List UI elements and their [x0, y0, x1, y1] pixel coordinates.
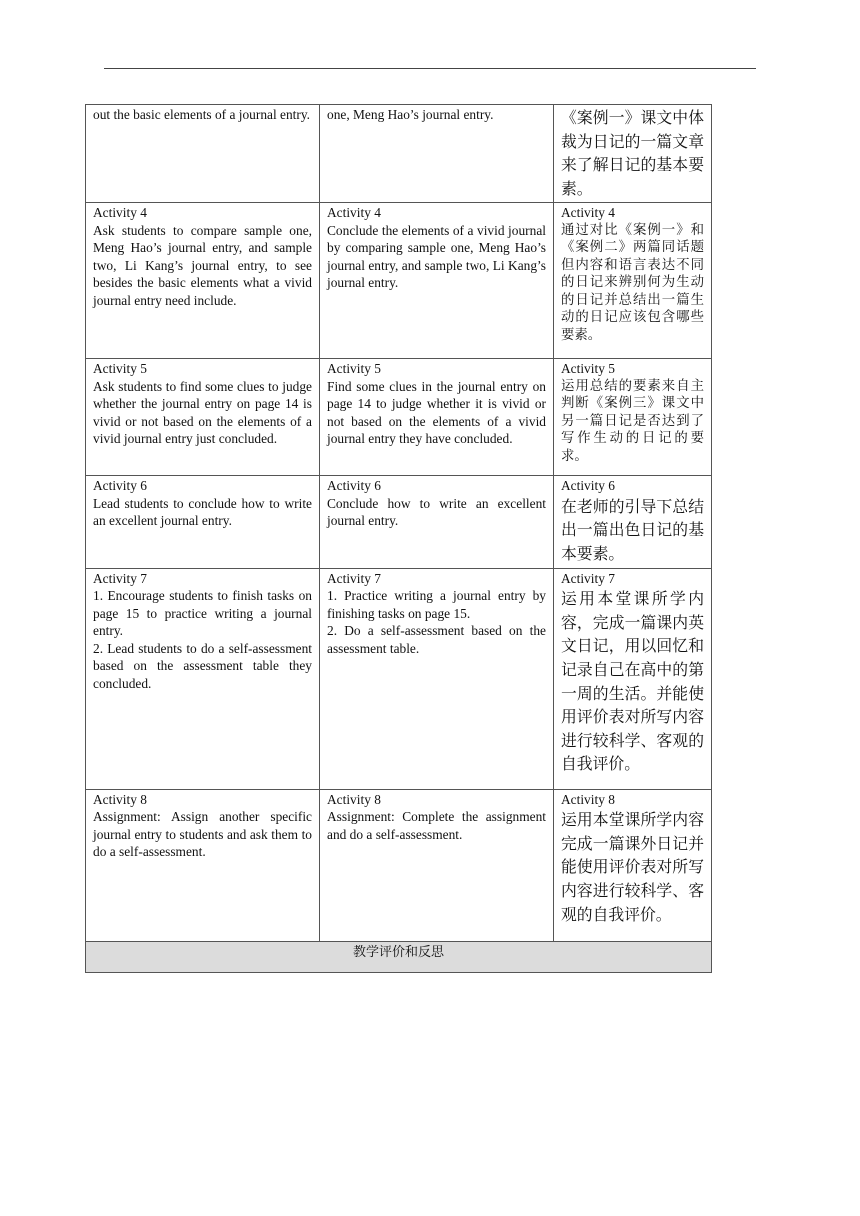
activity-heading: Activity 8	[327, 791, 381, 807]
activity-heading: Activity 4	[327, 205, 381, 221]
student-activity-text: Find some clues in the journal entry on page 14 to judge whether it is vivid or not based on the elements of a vivid journal entry they have concluded.	[327, 378, 546, 447]
design-purpose-cell	[554, 359, 712, 476]
activity-heading: Activity 6	[93, 478, 147, 494]
student-activity-cell	[320, 476, 554, 568]
design-purpose-text: 《案例一》课文中体裁为日记的一篇文章来了解日记的基本要素。	[561, 108, 704, 198]
teacher-activity-text: Lead students to conclude how to write an excellent journal entry.	[93, 495, 312, 529]
design-purpose-cell	[554, 105, 712, 203]
student-activity-text: one, Meng Hao’s journal entry.	[327, 107, 494, 122]
teacher-activity-text: out the basic elements of a journal entry.	[93, 107, 311, 122]
teacher-step-2: 2. Lead students to do a self-assessment based on the assessment table they concluded.	[93, 640, 312, 691]
student-activity-text: Conclude the elements of a vivid journal by comparing sample one, Meng Hao’s journal entry, and sample two, Li Kang’s journal entry.	[327, 222, 546, 291]
student-activity-text: Assignment: Complete the assignment and do a self-assessment.	[327, 809, 546, 842]
activity-heading: Activity 7	[93, 570, 147, 586]
table-row	[86, 203, 712, 359]
design-purpose-text: 通过对比《案例一》和《案例二》两篇同话题但内容和语言表达不同的日记来辨别何为生动的日记并总结出一篇生动的日记应该包含哪些要素。	[561, 222, 704, 343]
activity-heading: Activity 7	[327, 570, 381, 586]
teacher-activity-text: Ask students to find some clues to judge whether the journal entry on page 14 is vivid or not based on the elements of a vivid journal entry just concluded.	[93, 378, 312, 447]
activity-heading: Activity 5	[327, 361, 381, 377]
teacher-activity-cell	[86, 476, 320, 568]
lesson-plan-table	[85, 104, 712, 973]
activity-heading: Activity 7	[561, 570, 615, 586]
header-rule	[104, 68, 756, 69]
table-row	[86, 941, 712, 972]
design-purpose-text: 在老师的引导下总结出一篇出色日记的基本要素。	[561, 496, 704, 564]
design-purpose-text: 运用本堂课所学内容完成一篇课外日记并能使用评价表对所写内容进行较科学、客观的自我评价。	[561, 810, 704, 924]
student-activity-text: Conclude how to write an excellent journal entry.	[327, 495, 546, 529]
activity-heading: Activity 5	[561, 361, 615, 377]
student-step-1: 1. Practice writing a journal entry by finishing tasks on page 15.	[327, 588, 546, 621]
activity-heading: Activity 4	[93, 205, 147, 221]
design-purpose-cell	[554, 203, 712, 359]
teaching-reflection-header: 教学评价和反思	[86, 941, 712, 972]
table-row	[86, 789, 712, 941]
teacher-activity-text: Assignment: Assign another specific journal entry to students and ask them to do a self-assessment.	[93, 809, 312, 860]
student-activity-cell	[320, 203, 554, 359]
table-row	[86, 476, 712, 568]
design-purpose-cell	[554, 476, 712, 568]
teacher-step-1: 1. Encourage students to finish tasks on page 15 to practice writing a journal entry.	[93, 588, 312, 639]
activity-heading: Activity 4	[561, 205, 615, 221]
student-activity-cell	[320, 789, 554, 941]
teacher-activity-cell	[86, 105, 320, 203]
teacher-activity-cell	[86, 203, 320, 359]
student-step-2: 2. Do a self-assessment based on the assessment table.	[327, 623, 546, 656]
student-activity-cell	[320, 359, 554, 476]
design-purpose-text: 运用总结的要素来自主判断《案例三》课文中另一篇日记是否达到了写作生动的日记的要求。	[561, 378, 704, 464]
table-row	[86, 359, 712, 476]
design-purpose-cell	[554, 789, 712, 941]
activity-heading: Activity 5	[93, 361, 147, 377]
table-row	[86, 105, 712, 203]
activity-heading: Activity 6	[561, 478, 615, 494]
design-purpose-text: 运用本堂课所学内容，完成一篇课内英文日记，用以回忆和记录自己在高中的第一周的生活。并能使用评价表对所写内容进行较科学、客观的自我评价。	[561, 589, 704, 774]
teacher-activity-text: Ask students to compare sample one, Meng Hao’s journal entry, and sample two, Li Kang’s journal entry, to see besides the basic elements what a vivid journal entry need include.	[93, 222, 312, 308]
activity-heading: Activity 8	[561, 791, 615, 807]
student-activity-cell	[320, 105, 554, 203]
activity-heading: Activity 6	[327, 478, 381, 494]
student-activity-cell	[320, 568, 554, 789]
teacher-activity-cell	[86, 789, 320, 941]
table-row	[86, 568, 712, 789]
design-purpose-cell	[554, 568, 712, 789]
activity-heading: Activity 8	[93, 791, 147, 807]
teacher-activity-cell	[86, 359, 320, 476]
teacher-activity-cell	[86, 568, 320, 789]
